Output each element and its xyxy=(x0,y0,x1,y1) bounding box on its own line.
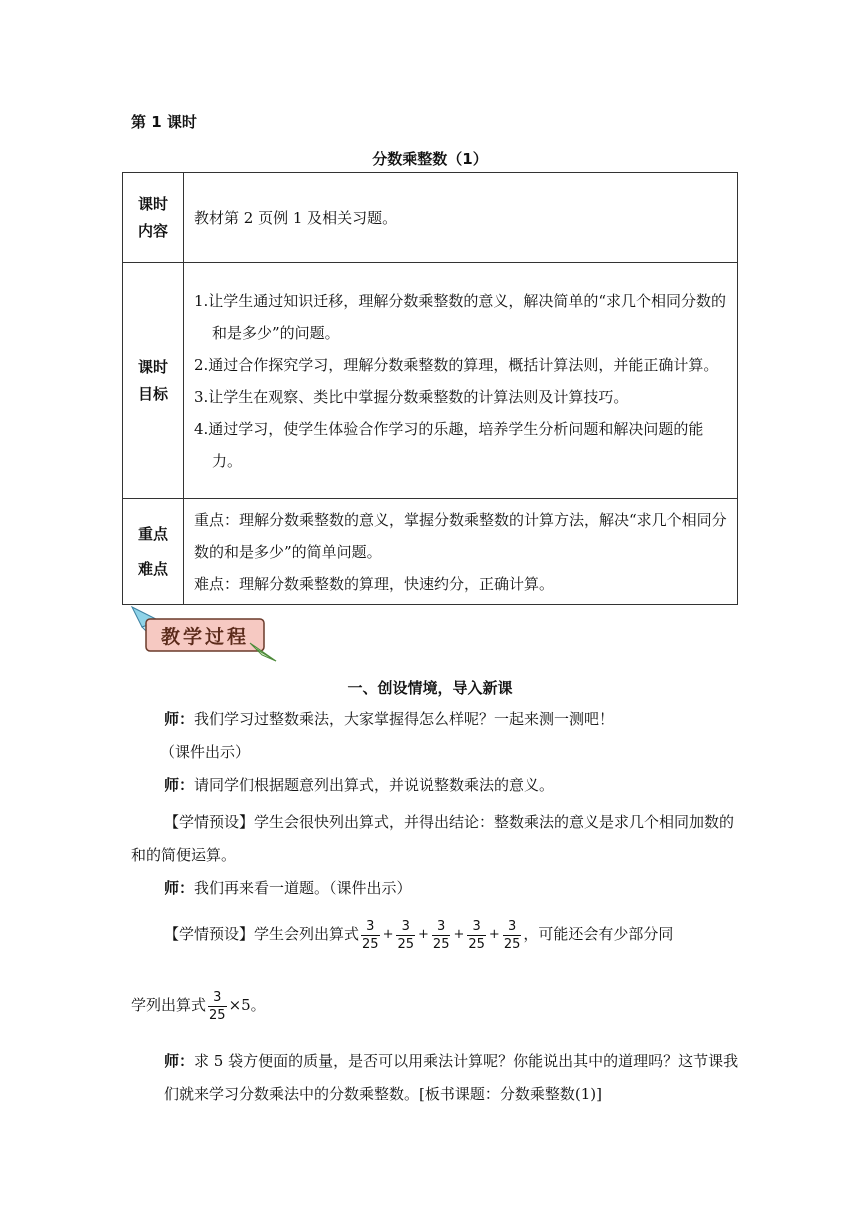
fraction-denominator: 25 xyxy=(432,936,450,952)
teaching-process-badge xyxy=(128,605,280,665)
difficult-point: 难点：理解分数乘整数的算理，快速约分，正确计算。 xyxy=(194,574,555,593)
fraction-numerator: 3 xyxy=(366,918,375,934)
speaker-label: 师： xyxy=(164,776,195,794)
fraction-numerator: 3 xyxy=(472,918,481,934)
fraction xyxy=(396,918,415,953)
plus-sign: + xyxy=(488,927,500,942)
fraction xyxy=(467,918,486,953)
key-row xyxy=(123,499,738,605)
paragraph xyxy=(131,1045,741,1111)
fraction-numerator: 3 xyxy=(437,918,446,934)
key-label xyxy=(123,499,184,605)
goal-item: 1.让学生通过知识迁移，理解分数乘整数的意义，解决简单的“求几个相同分数的和是多少”的问题。 xyxy=(194,291,726,342)
fraction xyxy=(503,918,522,953)
paragraph-text: 我们再来看一道题。（课件出示） xyxy=(194,879,412,897)
key-points xyxy=(184,499,738,605)
fraction xyxy=(361,918,380,953)
section-heading: 一、创设情境，导入新课 xyxy=(347,679,513,697)
lesson-title: 分数乘整数（1） xyxy=(372,150,488,168)
key-point: 重点：理解分数乘整数的意义，掌握分数乘整数的计算方法，解决“求几个相同分数的和是多少”的简单问题。 xyxy=(194,510,727,561)
goals-label-line1: 课时 xyxy=(137,357,168,376)
paragraph-text: 【学情预设】学生会列出算式 xyxy=(164,925,360,943)
speaker-label: 师： xyxy=(164,879,195,897)
goal-item: 3.让学生在观察、类比中掌握分数乘整数的计算法则及计算技巧。 xyxy=(194,387,629,406)
paragraph-equation xyxy=(131,914,774,955)
fraction-denominator: 25 xyxy=(397,936,415,952)
fraction-denominator: 25 xyxy=(503,936,521,952)
speaker-label: 师： xyxy=(164,1052,195,1070)
fraction xyxy=(208,989,227,1024)
key-label-line2: 难点 xyxy=(137,559,168,578)
key-label-line1: 重点 xyxy=(137,524,168,543)
goal-item: 4.通过学习，使学生体验合作学习的乐趣，培养学生分析问题和解决问题的能力。 xyxy=(194,419,704,470)
content-label-line1: 课时 xyxy=(137,194,168,213)
paragraph-text: ，可能还会有少部分同 xyxy=(523,925,674,943)
paragraph xyxy=(131,703,774,736)
paragraph-text: 求 5 袋方便面的质量，是否可以用乘法计算呢？你能说出其中的道理吗？这节课我们就来学习分数乘法中的分数乘整数。[板书课题：分数乘整数(1)] xyxy=(164,1052,739,1103)
paragraph-text: ×5。 xyxy=(228,996,266,1014)
fraction-denominator: 25 xyxy=(209,1007,226,1023)
paragraph xyxy=(131,872,774,905)
lesson-plan-table xyxy=(122,172,738,605)
paragraph xyxy=(131,769,774,802)
plus-sign: + xyxy=(382,927,394,942)
fraction-denominator: 25 xyxy=(362,936,379,952)
paragraph: 【学情预设】学生会很快列出算式，并得出结论：整数乘法的意义是求几个相同加数的和的简便运算。 xyxy=(131,813,735,864)
fraction-numerator: 3 xyxy=(507,918,517,934)
lesson-number: 第 1 课时 xyxy=(131,113,197,131)
plus-sign: + xyxy=(453,927,465,942)
plus-sign: + xyxy=(418,927,429,942)
content-label xyxy=(123,173,184,263)
paragraph-text: 学列出算式 xyxy=(131,996,207,1014)
paragraph-text: 我们学习过整数乘法，大家掌握得怎么样呢？一起来测一测吧！ xyxy=(194,710,615,728)
goals-label-line2: 目标 xyxy=(137,384,168,403)
content-row xyxy=(123,173,738,263)
fraction-numerator: 3 xyxy=(401,918,410,934)
speaker-label: 师： xyxy=(164,710,195,728)
paragraph-text: 请同学们根据题意列出算式，并说说整数乘法的意义。 xyxy=(194,776,555,794)
content-label-line2: 内容 xyxy=(137,221,168,240)
badge-label: 教学过程 xyxy=(160,626,249,648)
goals-row xyxy=(123,263,738,499)
fraction xyxy=(432,918,451,953)
fraction-numerator: 3 xyxy=(213,989,222,1005)
goals-label xyxy=(123,263,184,499)
goals-list xyxy=(184,263,738,499)
fraction-denominator: 25 xyxy=(468,936,485,952)
paragraph-equation xyxy=(131,985,741,1025)
content-text: 教材第 2 页例 1 及相关习题。 xyxy=(184,173,738,263)
goal-item: 2.通过合作探究学习，理解分数乘整数的算理，概括计算法则，并能正确计算。 xyxy=(194,355,719,374)
paragraph: （课件出示） xyxy=(160,743,251,761)
